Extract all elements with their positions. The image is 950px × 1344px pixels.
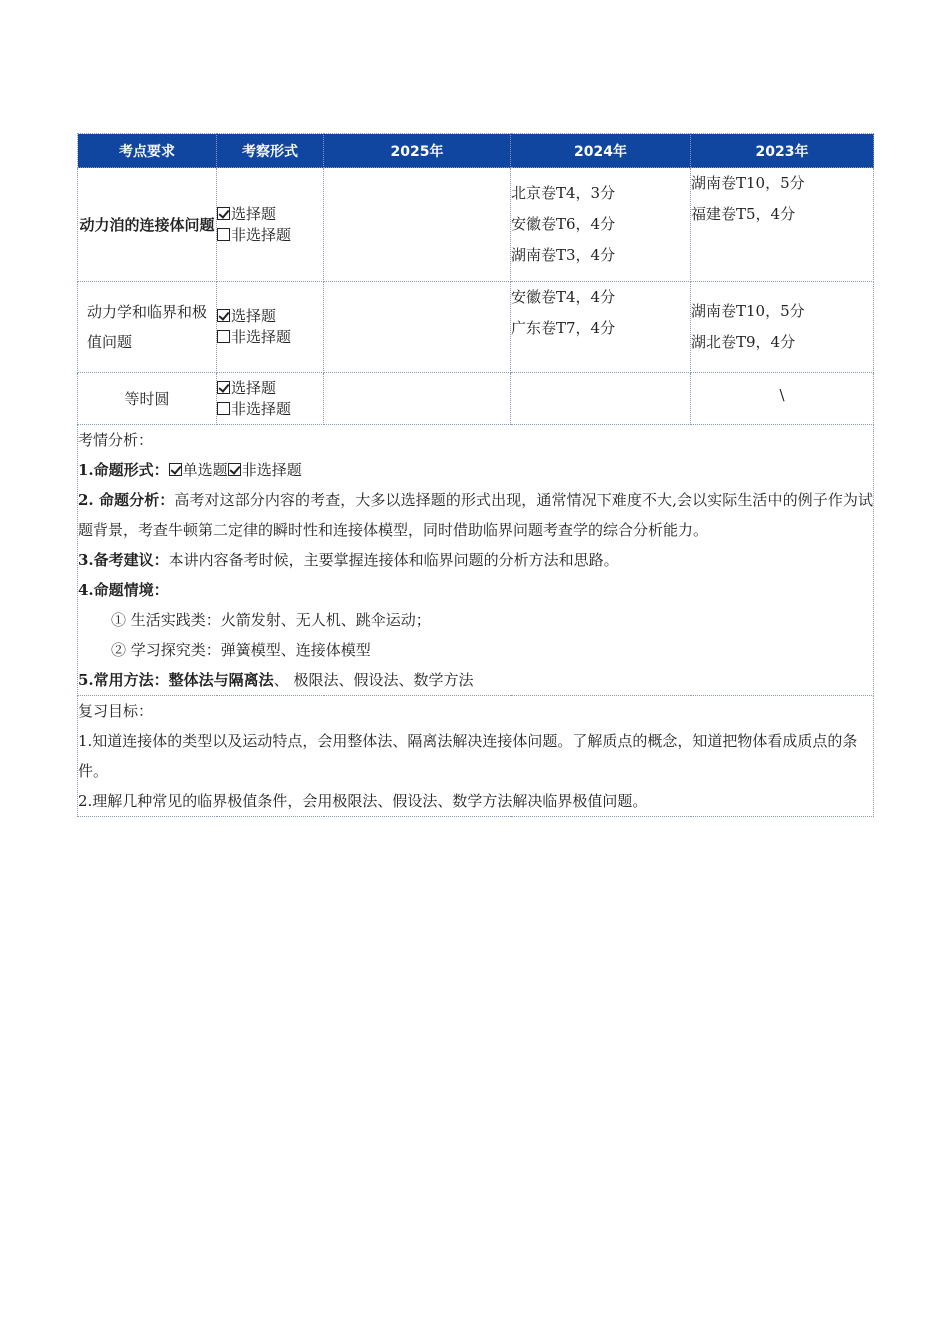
analysis-item-3: 3.备考建议：本讲内容备考时候，主要掌握连接体和临界问题的分析方法和思路。: [78, 551, 619, 569]
checked-box-icon[interactable]: [169, 463, 182, 476]
row-2023: [691, 282, 874, 373]
exam-ref: 广东卷T7，4分: [511, 319, 616, 337]
exam-ref: 湖南卷T10，5分: [691, 302, 805, 320]
review-section: [78, 696, 874, 817]
form-option-choice: 选择题: [217, 306, 323, 327]
analysis-item-4-sub-1: ① 生活实践类：火箭发射、无人机、跳伞运动；: [111, 611, 431, 629]
analysis-title: 考情分析：: [78, 431, 154, 449]
unchecked-box-icon[interactable]: [217, 228, 230, 241]
review-item-2: 2.理解几种常见的临界极值条件，会用极限法、假设法、数学方法解决临界极值问题。: [78, 792, 648, 810]
unchecked-box-icon[interactable]: [217, 330, 230, 343]
analysis-row: [78, 425, 874, 696]
analysis-item-2: 2. 命题分析：高考对这部分内容的考查，大多以选择题的形式出现，通常情况下难度不大,会以实际生活中的例子作为试题背景，考查牛顿第二定律的瞬时性和连接体模型，同时借助临界问题考查学的综合分析能力。: [78, 491, 873, 539]
exam-ref: 湖南卷T3，4分: [511, 246, 616, 264]
analysis-item-4-sub-2: ② 学习探究类：弹簧模型、连接体模型: [111, 641, 371, 659]
row-2024: [511, 282, 691, 373]
analysis-item-4: 4.命题情境：: [78, 581, 169, 599]
row-2024: [511, 373, 691, 425]
row-2025: [324, 373, 511, 425]
header-topic: 考点要求: [78, 134, 217, 168]
table-row: [78, 373, 874, 425]
header-form: 考察形式: [217, 134, 324, 168]
row-2023: [691, 373, 874, 425]
row-form: [217, 373, 324, 425]
row-topic: 动力学和临界和极值问题: [78, 282, 217, 373]
exam-ref: 安徽卷T6，4分: [511, 215, 616, 233]
header-2025: 2025年: [324, 134, 511, 168]
checked-box-icon[interactable]: [228, 463, 241, 476]
review-row: [78, 696, 874, 817]
row-form: [217, 168, 324, 282]
form-option-choice: 选择题: [217, 204, 323, 225]
row-2023: [691, 168, 874, 282]
unchecked-box-icon[interactable]: [217, 402, 230, 415]
exam-ref: 湖南卷T10，5分: [691, 174, 805, 192]
review-item-1: 1.知道连接体的类型以及运动特点，会用整体法、隔离法解决连接体问题。了解质点的概念，知道把物体看成质点的条件。: [78, 732, 858, 780]
header-2023: 2023年: [691, 134, 874, 168]
header-2024: 2024年: [511, 134, 691, 168]
checked-box-icon[interactable]: [217, 207, 230, 220]
table-row: [78, 168, 874, 282]
exam-ref: \: [779, 386, 785, 404]
table-header-row: [78, 134, 874, 168]
checked-box-icon[interactable]: [217, 381, 230, 394]
row-2025: [324, 282, 511, 373]
analysis-section: [78, 425, 874, 696]
row-form: [217, 282, 324, 373]
row-2024: [511, 168, 691, 282]
table-row: [78, 282, 874, 373]
review-title: 复习目标：: [78, 702, 154, 720]
form-option-choice: 选择题: [217, 378, 323, 399]
exam-overview-sheet: [77, 133, 873, 817]
exam-ref: 湖北卷T9，4分: [691, 333, 796, 351]
form-option-nonchoice: 非选择题: [217, 327, 323, 348]
analysis-item-5: 5.常用方法：整体法与隔离法、 极限法、假设法、数学方法: [78, 671, 474, 689]
exam-ref: 北京卷T4，3分: [511, 184, 616, 202]
form-option-nonchoice: 非选择题: [217, 225, 323, 246]
analysis-item-1: 1.命题形式： 单选题 非选择题: [78, 461, 302, 479]
row-topic: 动力洎的连接体问题: [78, 168, 217, 282]
row-topic: 等时圆: [78, 373, 217, 425]
row-2025: [324, 168, 511, 282]
checked-box-icon[interactable]: [217, 309, 230, 322]
form-option-nonchoice: 非选择题: [217, 399, 323, 420]
exam-points-table: [77, 133, 874, 817]
exam-ref: 福建卷T5，4分: [691, 205, 796, 223]
exam-ref: 安徽卷T4，4分: [511, 288, 616, 306]
